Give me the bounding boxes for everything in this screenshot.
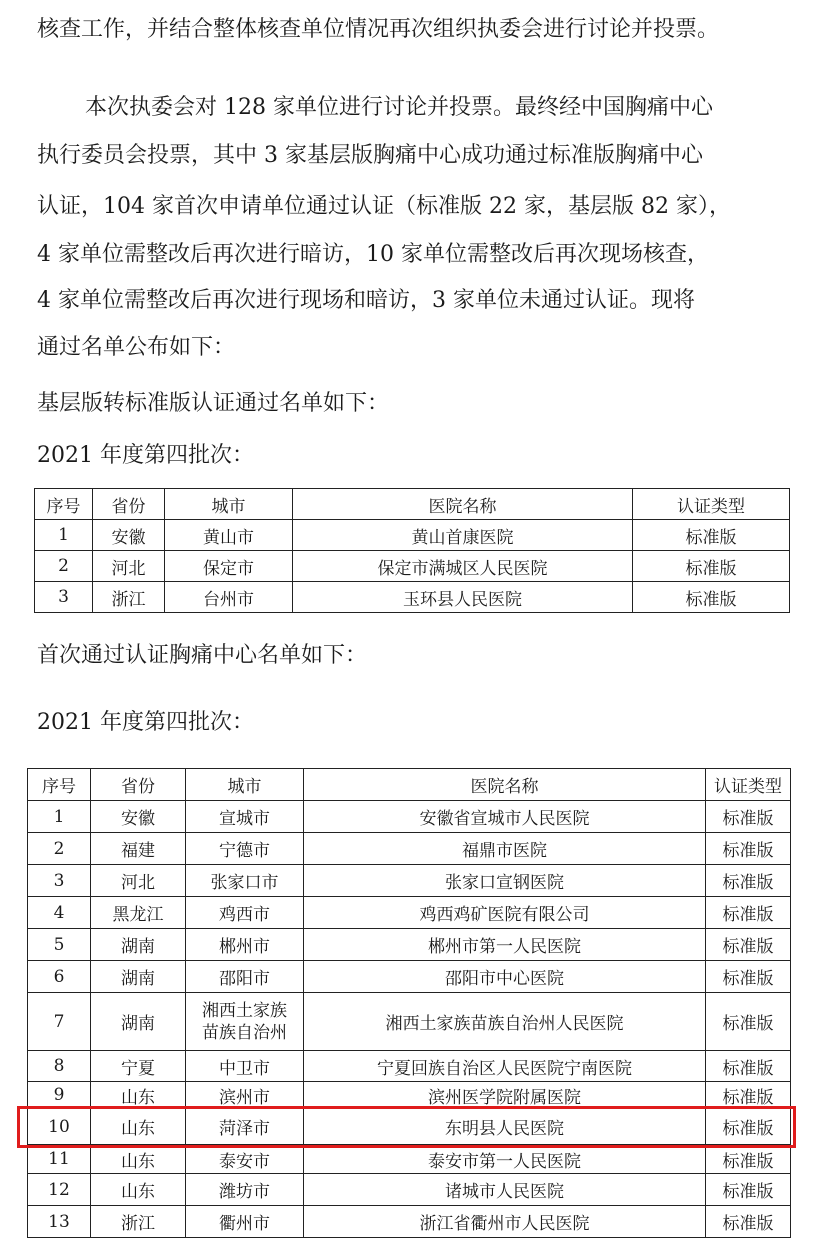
cell-hospital: 福鼎市医院 bbox=[304, 833, 706, 865]
column-header: 序号 bbox=[28, 769, 91, 801]
table-row bbox=[28, 897, 791, 929]
column-header: 医院名称 bbox=[293, 489, 633, 520]
table-row bbox=[35, 582, 790, 613]
cell-index: 7 bbox=[28, 993, 91, 1051]
section1-heading: 基层版转标准版认证通过名单如下： bbox=[37, 391, 390, 416]
cell-hospital: 郴州市第一人民医院 bbox=[304, 929, 706, 961]
cell-province: 河北 bbox=[91, 865, 186, 897]
cell-province: 河北 bbox=[93, 551, 165, 582]
table-row bbox=[28, 1082, 791, 1109]
table-row bbox=[35, 551, 790, 582]
column-header: 医院名称 bbox=[304, 769, 706, 801]
table-row bbox=[28, 1206, 791, 1238]
cell-hospital: 保定市满城区人民医院 bbox=[293, 551, 633, 582]
paragraph-line: 核查工作，并结合整体核查单位情况再次组织执委会进行讨论并投票。 bbox=[37, 17, 720, 42]
cell-type: 标准版 bbox=[706, 1109, 791, 1145]
cell-city: 鸡西市 bbox=[186, 897, 304, 929]
cell-city: 潍坊市 bbox=[186, 1174, 304, 1206]
cell-province: 湖南 bbox=[91, 993, 186, 1051]
table-row bbox=[28, 1145, 791, 1174]
cell-index: 9 bbox=[28, 1082, 91, 1109]
cell-city: 湘西土家族 苗族自治州 bbox=[186, 993, 304, 1051]
cell-city: 郴州市 bbox=[186, 929, 304, 961]
paragraph-line: 本次执委会对 128 家单位进行讨论并投票。最终经中国胸痛中心 bbox=[85, 95, 713, 120]
cell-type: 标准版 bbox=[633, 520, 790, 551]
cell-index: 1 bbox=[28, 801, 91, 833]
cell-type: 标准版 bbox=[706, 1051, 791, 1082]
cell-city: 泰安市 bbox=[186, 1145, 304, 1174]
cell-province: 安徽 bbox=[93, 520, 165, 551]
cell-city: 保定市 bbox=[165, 551, 293, 582]
cell-type: 标准版 bbox=[706, 897, 791, 929]
cell-city: 邵阳市 bbox=[186, 961, 304, 993]
cell-hospital: 黄山首康医院 bbox=[293, 520, 633, 551]
cell-index: 3 bbox=[35, 582, 93, 613]
cell-index: 10 bbox=[28, 1109, 91, 1145]
table-row bbox=[28, 961, 791, 993]
cell-index: 1 bbox=[35, 520, 93, 551]
cell-index: 2 bbox=[28, 833, 91, 865]
cell-hospital: 张家口宣钢医院 bbox=[304, 865, 706, 897]
cell-index: 5 bbox=[28, 929, 91, 961]
cell-index: 12 bbox=[28, 1174, 91, 1206]
table-header-row bbox=[28, 769, 791, 801]
cell-type: 标准版 bbox=[633, 582, 790, 613]
cell-city: 张家口市 bbox=[186, 865, 304, 897]
cell-city: 宁德市 bbox=[186, 833, 304, 865]
paragraph-line: 执行委员会投票，其中 3 家基层版胸痛中心成功通过标准版胸痛中心 bbox=[37, 143, 703, 168]
table-row bbox=[28, 929, 791, 961]
table-row bbox=[28, 993, 791, 1051]
cell-province: 安徽 bbox=[91, 801, 186, 833]
cell-index: 2 bbox=[35, 551, 93, 582]
cell-hospital: 滨州医学院附属医院 bbox=[304, 1082, 706, 1109]
cell-hospital: 安徽省宣城市人民医院 bbox=[304, 801, 706, 833]
column-header: 城市 bbox=[186, 769, 304, 801]
cell-hospital: 湘西土家族苗族自治州人民医院 bbox=[304, 993, 706, 1051]
column-header: 认证类型 bbox=[706, 769, 791, 801]
cell-index: 11 bbox=[28, 1145, 91, 1174]
cell-hospital: 诸城市人民医院 bbox=[304, 1174, 706, 1206]
cell-city: 滨州市 bbox=[186, 1082, 304, 1109]
cell-type: 标准版 bbox=[633, 551, 790, 582]
cell-city: 宣城市 bbox=[186, 801, 304, 833]
table-row bbox=[28, 865, 791, 897]
cell-city: 中卫市 bbox=[186, 1051, 304, 1082]
table-row bbox=[28, 801, 791, 833]
table-row bbox=[28, 833, 791, 865]
cell-province: 湖南 bbox=[91, 929, 186, 961]
cell-city: 台州市 bbox=[165, 582, 293, 613]
column-header: 省份 bbox=[91, 769, 186, 801]
cell-city: 黄山市 bbox=[165, 520, 293, 551]
cell-type: 标准版 bbox=[706, 1174, 791, 1206]
cell-province: 山东 bbox=[91, 1145, 186, 1174]
cell-type: 标准版 bbox=[706, 993, 791, 1051]
cell-hospital: 鸡西鸡矿医院有限公司 bbox=[304, 897, 706, 929]
table-row bbox=[28, 1174, 791, 1206]
cell-type: 标准版 bbox=[706, 1206, 791, 1238]
cell-province: 黑龙江 bbox=[91, 897, 186, 929]
cell-province: 山东 bbox=[91, 1174, 186, 1206]
cell-type: 标准版 bbox=[706, 1145, 791, 1174]
cell-hospital: 泰安市第一人民医院 bbox=[304, 1145, 706, 1174]
table-row bbox=[28, 1051, 791, 1082]
cell-hospital: 玉环县人民医院 bbox=[293, 582, 633, 613]
cell-index: 3 bbox=[28, 865, 91, 897]
column-header: 城市 bbox=[165, 489, 293, 520]
cell-city: 衢州市 bbox=[186, 1206, 304, 1238]
section2-table bbox=[27, 768, 791, 1238]
cell-index: 8 bbox=[28, 1051, 91, 1082]
highlight-box bbox=[17, 1106, 796, 1148]
paragraph-line: 认证，104 家首次申请单位通过认证（标准版 22 家，基层版 82 家）， bbox=[37, 194, 731, 219]
section1-table bbox=[34, 488, 790, 613]
cell-province: 福建 bbox=[91, 833, 186, 865]
cell-type: 标准版 bbox=[706, 961, 791, 993]
table-header-row bbox=[35, 489, 790, 520]
cell-type: 标准版 bbox=[706, 1082, 791, 1109]
cell-province: 山东 bbox=[91, 1082, 186, 1109]
cell-index: 6 bbox=[28, 961, 91, 993]
cell-province: 宁夏 bbox=[91, 1051, 186, 1082]
cell-index: 13 bbox=[28, 1206, 91, 1238]
cell-province: 浙江 bbox=[91, 1206, 186, 1238]
cell-index: 4 bbox=[28, 897, 91, 929]
paragraph-line: 4 家单位需整改后再次进行暗访，10 家单位需整改后再次现场核查， bbox=[37, 242, 709, 267]
paragraph-line: 4 家单位需整改后再次进行现场和暗访，3 家单位未通过认证。现将 bbox=[37, 288, 695, 313]
section1-batch: 2021 年度第四批次： bbox=[37, 443, 254, 468]
section2-batch: 2021 年度第四批次： bbox=[37, 710, 254, 735]
cell-type: 标准版 bbox=[706, 801, 791, 833]
column-header: 省份 bbox=[93, 489, 165, 520]
cell-type: 标准版 bbox=[706, 929, 791, 961]
cell-type: 标准版 bbox=[706, 833, 791, 865]
cell-hospital: 东明县人民医院 bbox=[304, 1109, 706, 1145]
cell-type: 标准版 bbox=[706, 865, 791, 897]
cell-city: 菏泽市 bbox=[186, 1109, 304, 1145]
section2-heading: 首次通过认证胸痛中心名单如下： bbox=[37, 643, 368, 668]
cell-hospital: 浙江省衢州市人民医院 bbox=[304, 1206, 706, 1238]
table-row bbox=[35, 520, 790, 551]
cell-hospital: 宁夏回族自治区人民医院宁南医院 bbox=[304, 1051, 706, 1082]
paragraph-line: 通过名单公布如下： bbox=[37, 335, 236, 360]
cell-province: 浙江 bbox=[93, 582, 165, 613]
column-header: 认证类型 bbox=[633, 489, 790, 520]
cell-province: 湖南 bbox=[91, 961, 186, 993]
cell-province: 山东 bbox=[91, 1109, 186, 1145]
column-header: 序号 bbox=[35, 489, 93, 520]
cell-hospital: 邵阳市中心医院 bbox=[304, 961, 706, 993]
